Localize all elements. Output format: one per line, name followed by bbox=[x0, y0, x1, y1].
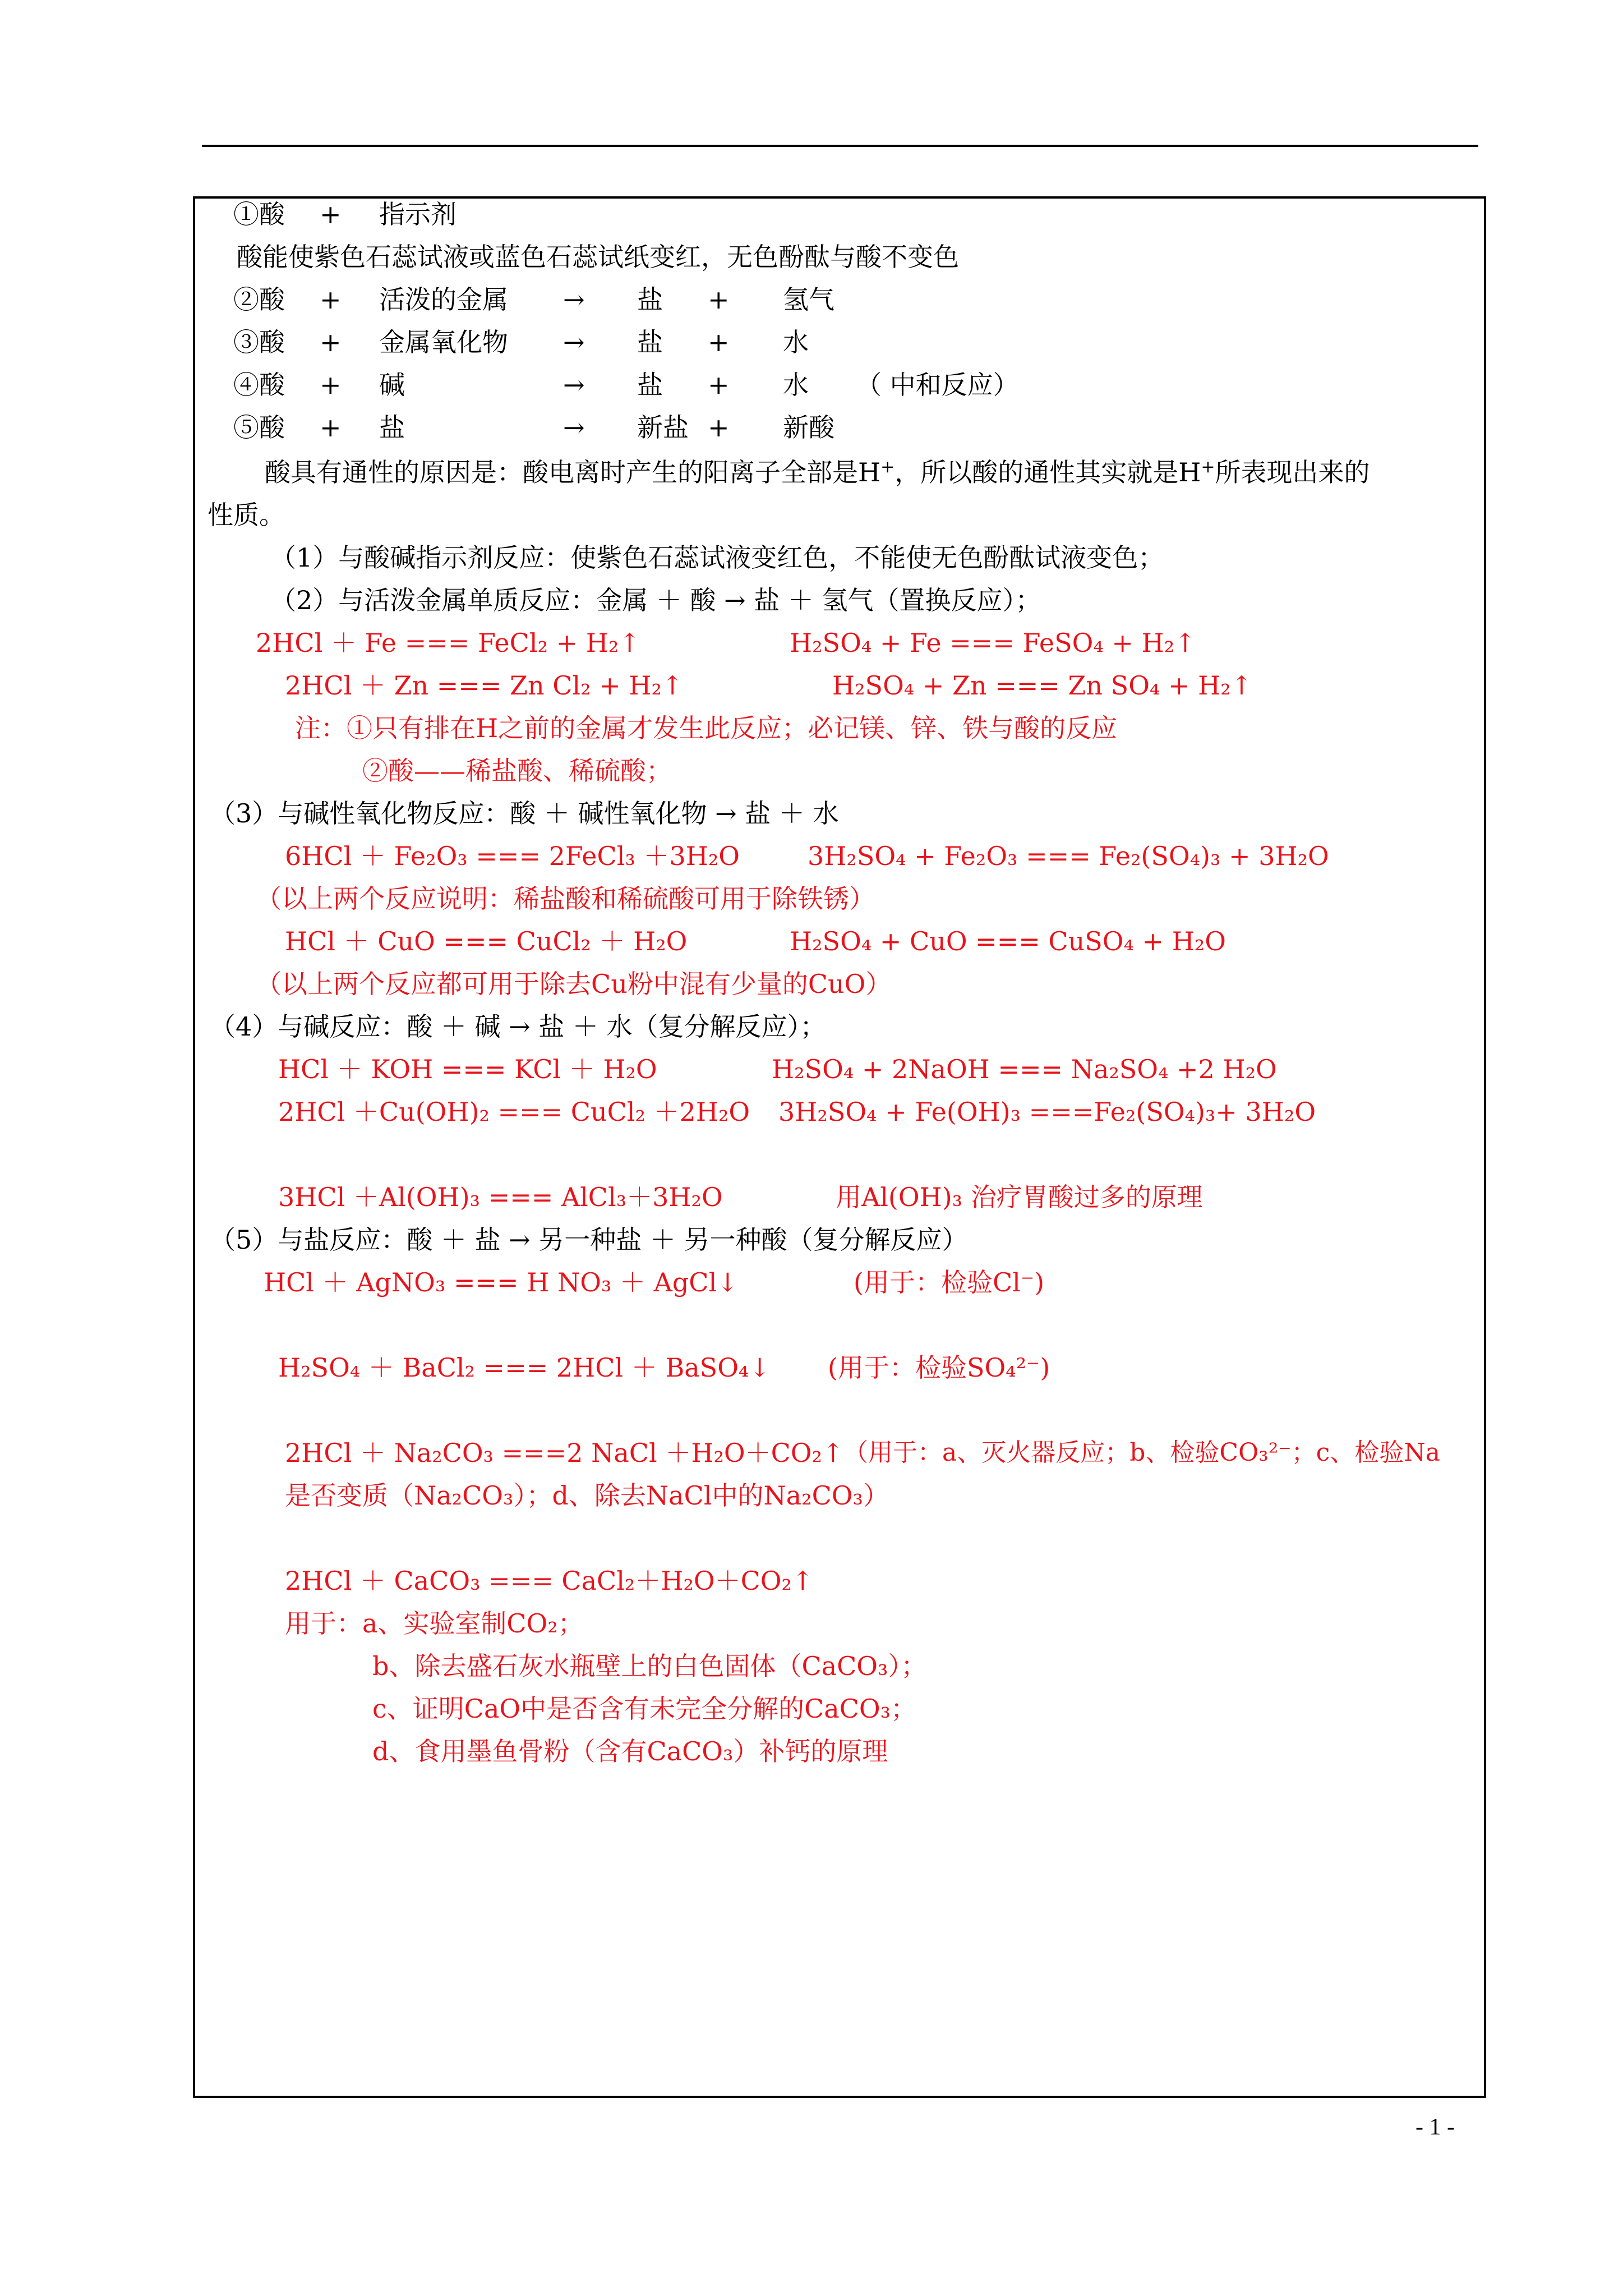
arrow-icon: → bbox=[563, 370, 585, 400]
prop-term: 氢气 bbox=[783, 284, 834, 315]
equation: H₂SO₄ + Zn === Zn SO₄ + H₂↑ bbox=[832, 670, 1253, 701]
note: （以上两个反应说明：稀盐酸和稀硫酸可用于除铁锈） bbox=[256, 884, 875, 914]
prop-note: （ 中和反应） bbox=[856, 370, 1019, 400]
note: 是否变质（Na₂CO₃）；d、除去NaCl中的Na₂CO₃） bbox=[285, 1480, 889, 1511]
note: d、食用墨鱼骨粉（含有CaCO₃）补钙的原理 bbox=[372, 1736, 888, 1766]
prop-line-2: 酸能使紫色石蕊试液或蓝色石蕊试纸变红，无色酚酞与酸不变色 bbox=[237, 242, 959, 272]
prop-term: 水 bbox=[783, 370, 809, 400]
equation: H₂SO₄ + CuO === CuSO₄ + H₂O bbox=[790, 926, 1226, 956]
arrow-icon: → bbox=[563, 327, 585, 357]
note: （以上两个反应都可用于除去Cu粉中混有少量的CuO） bbox=[256, 969, 892, 999]
prop-plus: + bbox=[708, 284, 730, 315]
equation: 2HCl ＋ Zn === Zn Cl₂ + H₂↑ bbox=[285, 670, 684, 701]
prop-term: 盐 bbox=[637, 327, 663, 357]
reason-line-cont: 性质。 bbox=[208, 500, 285, 530]
prop-term: 金属氧化物 bbox=[379, 327, 508, 357]
equation: H₂SO₄ + Fe === FeSO₄ + H₂↑ bbox=[790, 628, 1196, 658]
note: c、证明CaO中是否含有未完全分解的CaCO₃； bbox=[372, 1694, 917, 1724]
prop-term: ①酸 bbox=[233, 199, 285, 229]
prop-plus: + bbox=[320, 284, 342, 315]
section-2-heading: （2）与活泼金属单质反应：金属 ＋ 酸 → 盐 ＋ 氢气（置换反应）； bbox=[270, 585, 1041, 615]
prop-term: 碱 bbox=[379, 370, 405, 400]
note: ②酸——稀盐酸、稀硫酸； bbox=[362, 756, 672, 786]
equation: 3H₂SO₄ + Fe₂O₃ === Fe₂(SO₄)₃ + 3H₂O bbox=[808, 841, 1329, 871]
equation: 3H₂SO₄ + Fe(OH)₃ ===Fe₂(SO₄)₃+ 3H₂O bbox=[778, 1097, 1316, 1127]
arrow-icon: → bbox=[563, 412, 585, 443]
equation: 2HCl ＋ Fe === FeCl₂ + H₂↑ bbox=[256, 628, 640, 658]
equation: 6HCl ＋ Fe₂O₃ === 2FeCl₃ ＋3H₂O bbox=[285, 841, 740, 871]
prop-term: ②酸 bbox=[233, 284, 285, 315]
equation: 2HCl ＋Cu(OH)₂ === CuCl₂ ＋2H₂O bbox=[278, 1097, 750, 1127]
equation: HCl ＋ AgNO₃ === H NO₃ ＋ AgCl↓ bbox=[264, 1267, 739, 1297]
reason-line: 酸具有通性的原因是：酸电离时产生的阳离子全部是H+，所以酸的通性其实就是H+所表现出来的 bbox=[265, 457, 1370, 487]
page-number: - 1 - bbox=[1415, 2114, 1455, 2140]
prop-plus: + bbox=[708, 327, 730, 357]
prop-term: 盐 bbox=[637, 284, 663, 315]
arrow-icon: → bbox=[563, 284, 585, 315]
section-4-heading: （4）与碱反应：酸 ＋ 碱 → 盐 ＋ 水（复分解反应）； bbox=[210, 1011, 826, 1042]
equation: H₂SO₄ + 2NaOH === Na₂SO₄ +2 H₂O bbox=[772, 1054, 1277, 1084]
note: （用于：a、灭火器反应；b、检验CO₃²⁻；c、检验Na bbox=[843, 1438, 1441, 1467]
note: 注：①只有排在H之前的金属才发生此反应；必记镁、锌、铁与酸的反应 bbox=[295, 713, 1118, 743]
section-5-heading: （5）与盐反应：酸 ＋ 盐 → 另一种盐 ＋ 另一种酸（复分解反应） bbox=[210, 1225, 968, 1255]
prop-plus: + bbox=[320, 327, 342, 357]
prop-term: 指示剂 bbox=[379, 199, 457, 229]
prop-term: 新酸 bbox=[783, 412, 834, 443]
equation: 3HCl ＋Al(OH)₃ === AlCl₃＋3H₂O bbox=[278, 1182, 723, 1212]
prop-term: 盐 bbox=[379, 412, 405, 443]
prop-plus: + bbox=[708, 412, 730, 443]
note: (用于：检验Cl⁻) bbox=[854, 1267, 1045, 1297]
note: b、除去盛石灰水瓶壁上的白色固体（CaCO₃）； bbox=[372, 1651, 927, 1681]
prop-term: 水 bbox=[783, 327, 809, 357]
prop-term: 盐 bbox=[637, 370, 663, 400]
prop-term: ⑤酸 bbox=[233, 412, 285, 443]
equation: H₂SO₄ ＋ BaCl₂ === 2HCl ＋ BaSO₄↓ bbox=[278, 1352, 771, 1383]
prop-term: 活泼的金属 bbox=[379, 284, 508, 315]
equation: HCl ＋ CuO === CuCl₂ ＋ H₂O bbox=[285, 926, 688, 956]
prop-plus: + bbox=[320, 370, 342, 400]
section-3-heading: （3）与碱性氧化物反应：酸 ＋ 碱性氧化物 → 盐 ＋ 水 bbox=[210, 798, 839, 829]
equation: 2HCl ＋ CaCO₃ === CaCl₂＋H₂O＋CO₂↑ bbox=[285, 1566, 814, 1596]
prop-plus: + bbox=[708, 370, 730, 400]
prop-term: ③酸 bbox=[233, 327, 285, 357]
prop-plus: + bbox=[320, 199, 342, 229]
note: 用于：a、实验室制CO₂； bbox=[285, 1608, 584, 1639]
prop-term: 新盐 bbox=[637, 412, 689, 443]
note: (用于：检验SO₄²⁻) bbox=[828, 1352, 1050, 1383]
header-rule bbox=[202, 145, 1478, 147]
equation: 2HCl ＋ Na₂CO₃ ===2 NaCl ＋H₂O＋CO₂↑ bbox=[285, 1438, 844, 1468]
prop-plus: + bbox=[320, 412, 342, 443]
note: 用Al(OH)₃ 治疗胃酸过多的原理 bbox=[836, 1182, 1203, 1212]
section-1-heading: （1）与酸碱指示剂反应：使紫色石蕊试液变红色，不能使无色酚酞试液变色； bbox=[270, 542, 1164, 573]
equation: HCl ＋ KOH === KCl ＋ H₂O bbox=[278, 1054, 657, 1084]
prop-term: ④酸 bbox=[233, 370, 285, 400]
